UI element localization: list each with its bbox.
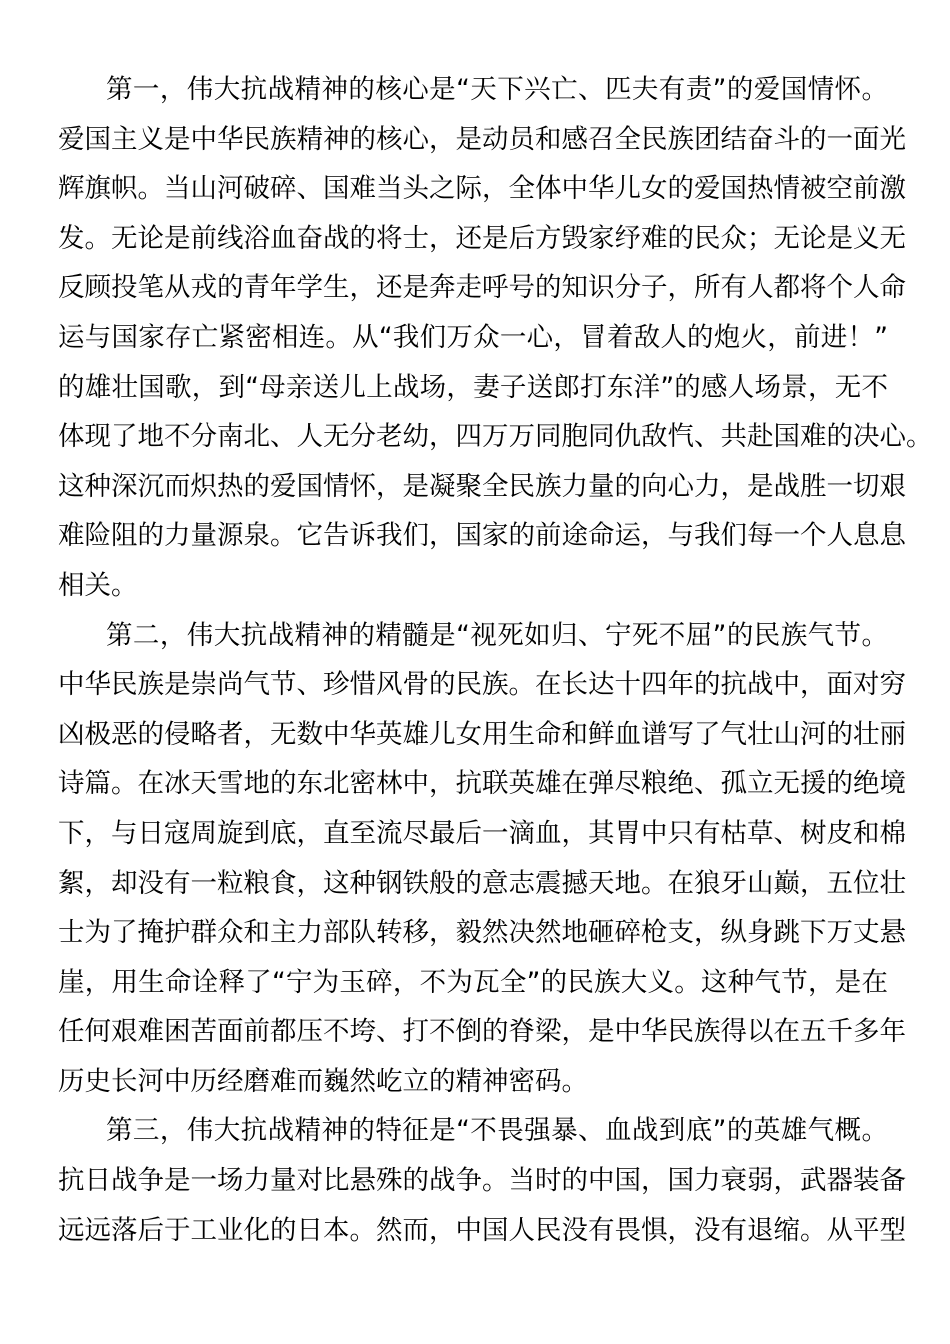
paragraph-2-line-1: 第二，伟大抗战精神的精髓是“视死如归、宁死不屈”的民族气节。 bbox=[106, 619, 888, 651]
body-text bbox=[58, 65, 933, 1255]
paragraph-3-line-2: 抗日战争是一场力量对比悬殊的战争。当时的中国，国力衰弱，武器装备 bbox=[58, 1165, 906, 1197]
paragraph-2-line-10: 历史长河中历经磨难而巍然屹立的精神密码。 bbox=[58, 1065, 588, 1097]
paragraph-2-line-8: 崖，用生命诠释了“宁为玉碎，不为瓦全”的民族大义。这种气节，是在 bbox=[58, 966, 888, 998]
paragraph-2-line-9: 任何艰难困苦面前都压不垮、打不倒的脊梁，是中华民族得以在五千多年 bbox=[58, 1016, 906, 1048]
paragraph-2-line-2: 中华民族是崇尚气节、珍惜风骨的民族。在长达十四年的抗战中，面对穷 bbox=[58, 669, 906, 701]
paragraph-1-line-8: 体现了地不分南北、人无分老幼，四万万同胞同仇敌忾、共赴国难的决心。 bbox=[58, 421, 933, 453]
paragraph-1-line-10: 难险阻的力量源泉。它告诉我们，国家的前途命运，与我们每一个人息息 bbox=[58, 520, 906, 552]
paragraph-2-line-4: 诗篇。在冰天雪地的东北密林中，抗联英雄在弹尽粮绝、孤立无援的绝境 bbox=[58, 768, 906, 800]
paragraph-1-line-1: 第一，伟大抗战精神的核心是“天下兴亡、匹夫有责”的爱国情怀。 bbox=[106, 74, 888, 105]
paragraph-3-line-3: 远远落后于工业化的日本。然而，中国人民没有畏惧，没有退缩。从平型 bbox=[58, 1214, 906, 1246]
paragraph-1-line-2: 爱国主义是中华民族精神的核心，是动员和感召全民族团结奋斗的一面光 bbox=[58, 123, 906, 155]
paragraph-2-line-7: 士为了掩护群众和主力部队转移，毅然决然地砸碎枪支，纵身跳下万丈悬 bbox=[58, 917, 906, 949]
paragraph-1-line-5: 反顾投笔从戎的青年学生，还是奔走呼号的知识分子，所有人都将个人命 bbox=[58, 272, 906, 304]
paragraph-1-line-6: 运与国家存亡紧密相连。从“我们万众一心，冒着敌人的炮火，前进！” bbox=[58, 321, 888, 353]
paragraph-1-line-3: 辉旗帜。当山河破碎、国难当头之际，全体中华儿女的爱国热情被空前激 bbox=[58, 173, 906, 205]
paragraph-2-line-3: 凶极恶的侵略者，无数中华英雄儿女用生命和鲜血谱写了气壮山河的壮丽 bbox=[58, 718, 906, 750]
paragraph-2-line-6: 絮，却没有一粒粮食，这种钢铁般的意志震撼天地。在狼牙山巅，五位壮 bbox=[58, 867, 906, 899]
paragraph-1-line-9: 这种深沉而炽热的爱国情怀，是凝聚全民族力量的向心力，是战胜一切艰 bbox=[58, 470, 906, 502]
paragraph-1-line-4: 发。无论是前线浴血奋战的将士，还是后方毁家纾难的民众；无论是义无 bbox=[58, 222, 906, 254]
paragraph-2-line-5: 下，与日寇周旋到底，直至流尽最后一滴血，其胃中只有枯草、树皮和棉 bbox=[58, 817, 906, 849]
paragraph-1-line-11: 相关。 bbox=[58, 569, 138, 601]
paragraph-1-line-7: 的雄壮国歌，到“母亲送儿上战场，妻子送郎打东洋”的感人场景，无不 bbox=[58, 371, 888, 403]
paragraph-3-line-1: 第三，伟大抗战精神的特征是“不畏强暴、血战到底”的英雄气概。 bbox=[106, 1115, 888, 1147]
